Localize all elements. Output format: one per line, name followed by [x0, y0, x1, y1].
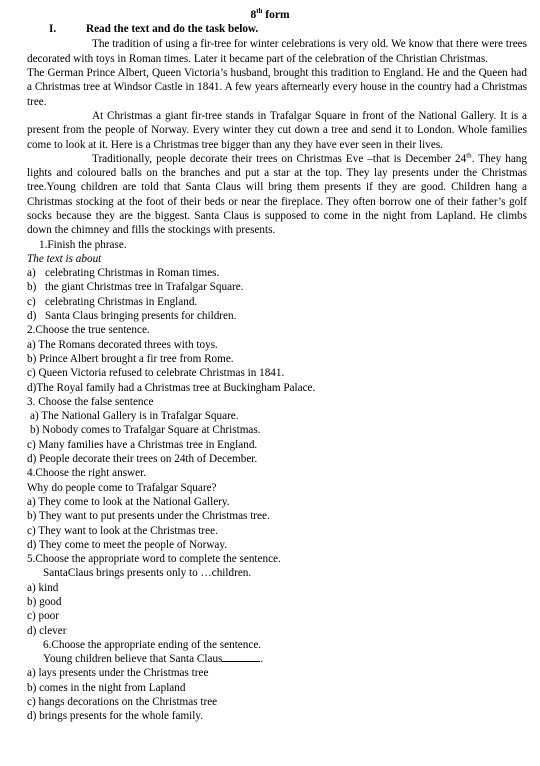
question-4-option-c[interactable]: c) They want to look at the Christmas tree.	[27, 524, 218, 537]
question-4-label: 4.Choose the right answer.	[27, 467, 147, 480]
task-number: I.	[49, 23, 57, 36]
question-6-option-b[interactable]: b) comes in the night from Lapland	[27, 681, 186, 694]
question-5-stem: SantaClaus brings presents only to …children.	[43, 567, 252, 580]
page-title: 8th form	[250, 7, 290, 21]
question-6-option-c[interactable]: c) hangs decorations on the Christmas tree	[27, 696, 218, 709]
question-3	[27, 395, 527, 466]
question-2-option-d[interactable]: d)The Royal family had a Christmas tree at Buckingham Palace.	[27, 381, 316, 394]
question-4	[27, 466, 527, 552]
question-1	[27, 238, 527, 324]
question-2-option-b[interactable]: b) Prince Albert brought a fir tree from Rome.	[27, 352, 234, 365]
question-5-option-d[interactable]: d) clever	[27, 624, 67, 637]
question-5-option-a[interactable]: a) kind	[27, 581, 59, 594]
text-paragraph-3: At Christmas a giant fir-tree stands in Trafalgar Square in front of the National Gallery. It is a present from the people of Norway. Every winter they cut down a tree and send it to London. Whole families come to look at it. Here is a Christmas tree bigger than any they have ever seen in their lives.	[27, 109, 527, 151]
question-6-option-d[interactable]: d) brings presents for the whole family.	[27, 710, 204, 723]
question-5-option-b[interactable]: b) good	[27, 596, 62, 608]
question-3-option-c[interactable]: c) Many families have a Christmas tree in England.	[27, 438, 258, 451]
question-1-stem: The text is about	[27, 252, 102, 265]
question-3-label: 3. Choose the false sentence	[27, 395, 154, 408]
question-3-option-a[interactable]: a) The National Gallery is in Trafalgar Square.	[30, 410, 239, 423]
question-6-stem: Young children believe that Santa Claus .	[43, 653, 264, 666]
question-2-label: 2.Choose the true sentence.	[27, 324, 150, 337]
question-3-option-d[interactable]: d) People decorate their trees on 24th of December.	[27, 453, 258, 466]
question-4-option-d[interactable]: d) They come to meet the people of Norway.	[27, 538, 228, 551]
question-6-option-a[interactable]: a) lays presents under the Christmas tree	[27, 667, 209, 680]
question-4-option-a[interactable]: a) They come to look at the National Gallery.	[27, 495, 230, 508]
task-heading	[49, 22, 527, 36]
question-5-label: 5.Choose the appropriate word to complete the sentence.	[27, 553, 281, 566]
question-2-option-a[interactable]: a) The Romans decorated threes with toys.	[27, 338, 218, 351]
question-6	[27, 638, 527, 724]
question-1-option-c[interactable]: c) celebrating Christmas in England.	[27, 295, 198, 308]
question-1-option-a[interactable]: a) celebrating Christmas in Roman times.	[27, 267, 220, 280]
task-instruction: Read the text and do the task below.	[86, 23, 259, 36]
answer-blank[interactable]	[222, 652, 260, 662]
question-3-option-b[interactable]: b) Nobody comes to Trafalgar Square at Christmas.	[30, 424, 261, 437]
text-paragraph-2: The German Prince Albert, Queen Victoria’s husband, brought this tradition to England. He and the Queen had a Christmas tree at Windsor Castle in 1841. A few years afternearly every house in the country had a Christmas tree.	[27, 67, 527, 108]
question-6-label: 6.Choose the appropriate ending of the sentence.	[43, 638, 262, 651]
question-5-option-c[interactable]: c) poor	[27, 610, 59, 623]
question-2-option-c[interactable]: c) Queen Victoria refused to celebrate Christmas in 1841.	[27, 367, 285, 380]
question-2	[27, 323, 527, 394]
question-4-option-b[interactable]: b) They want to put presents under the Christmas tree.	[27, 510, 270, 523]
question-1-option-b[interactable]: b) the giant Christmas tree in Trafalgar Square.	[27, 281, 244, 294]
question-1-label: 1.Finish the phrase.	[39, 238, 127, 251]
question-4-stem: Why do people come to Trafalgar Square?	[27, 481, 217, 494]
text-paragraph-4: Traditionally, people decorate their trees on Christmas Eve –that is December 24th. They hang lights and coloured balls on the branches and put a star at the top. They lay presents under the Christmas tree.Young children are told that Santa Claus will bring them presents if they are good. Children hang a Christmas stocking at the foot of their beds or near the fireplace. They often borrow one of their father’s golf socks because they are the biggest. Santa Claus is supposed to come in the night from Lapland. He climbs down the chimney and fills the stockings with presents.	[27, 151, 527, 237]
question-1-option-d[interactable]: d) Santa Claus bringing presents for children.	[27, 310, 237, 323]
text-paragraph-1: The tradition of using a fir-tree for winter celebrations is very old. We know that there were trees decorated with toys in Roman times. Later it became part of the celebration of the Christian Christmas.	[27, 38, 527, 65]
question-5	[27, 552, 527, 638]
